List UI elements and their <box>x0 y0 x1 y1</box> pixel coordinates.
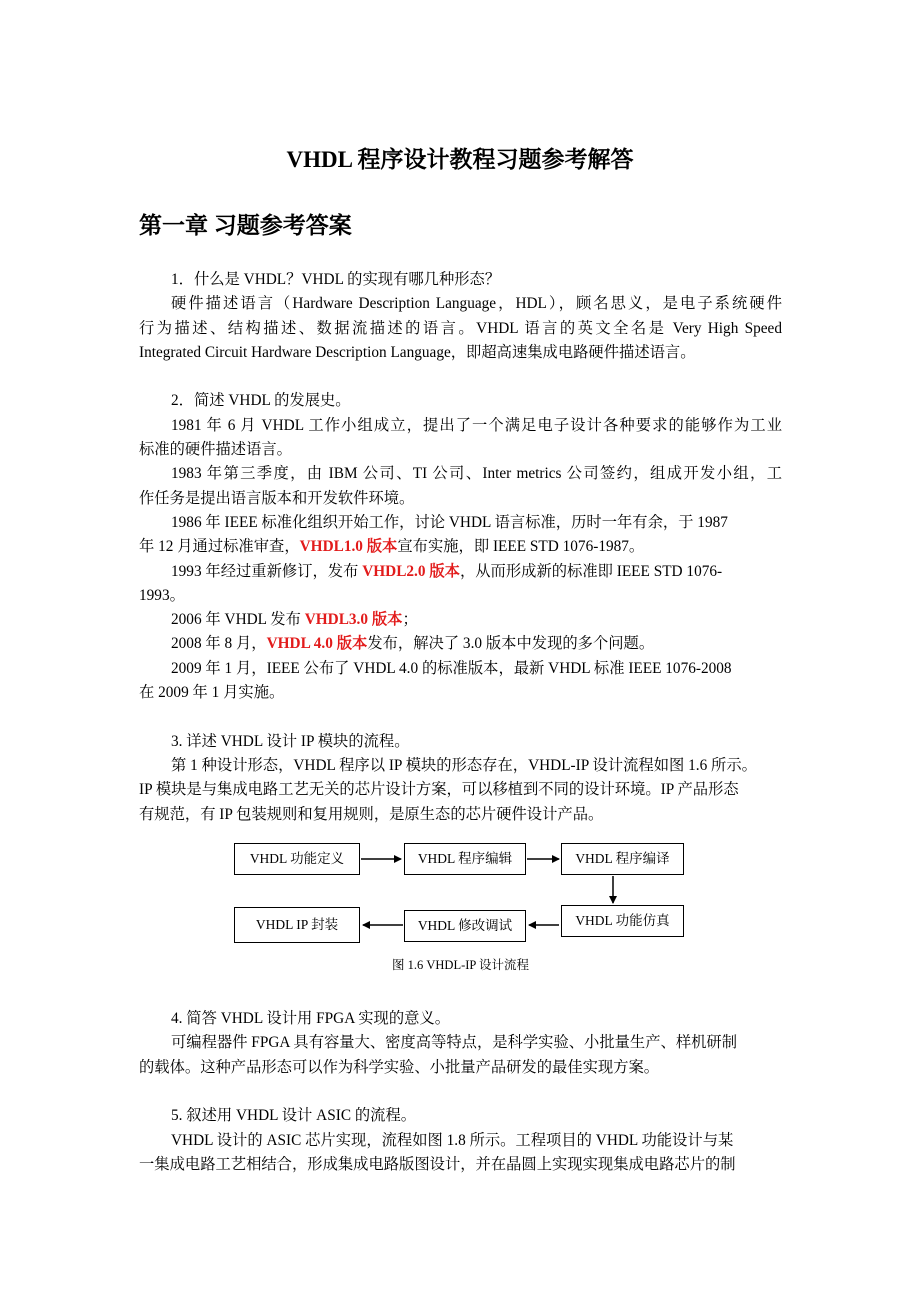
flow-step-compile: VHDL 程序编译 <box>561 843 684 875</box>
answer-3-line-2: IP 模块是与集成电路工艺无关的芯片设计方案，可以移植到不同的设计环境。IP 产品形态 <box>139 781 739 799</box>
history-1993-line-2: 1993。 <box>139 586 185 604</box>
history-1986-line-2: 年 12 月通过标准审查，VHDL1.0 版本宣布实施，即 IEEE STD 1076-1987。 <box>139 538 645 556</box>
answer-1-line-1: 硬件描述语言（Hardware Description Language，HDL），顾名思义，是电子系统硬件 <box>171 295 782 313</box>
history-1983-line-1: 1983 年第三季度，由 IBM 公司、TI 公司、Inter metrics 公司签约，组成开发小组，工 <box>171 465 782 483</box>
answer-3-line-1: 第 1 种设计形态，VHDL 程序以 IP 模块的形态存在，VHDL-IP 设计流程如图 1.6 所示。 <box>171 756 757 774</box>
answer-4-line-1: 可编程器件 FPGA 具有容量大、密度高等特点，是科学实验、小批量生产、样机研制 <box>171 1034 738 1052</box>
flow-step-edit: VHDL 程序编辑 <box>404 843 526 875</box>
answer-1-line-3: Integrated Circuit Hardware Description Language，即超高速集成电路硬件描述语言。 <box>139 343 696 361</box>
question-5: 5. 叙述用 VHDL 设计 ASIC 的流程。 <box>171 1107 417 1125</box>
history-1981-line-2: 标准的硬件描述语言。 <box>139 441 292 459</box>
version-3-highlight: VHDL3.0 版本 <box>304 611 403 629</box>
vhdl-ip-flow-diagram <box>139 835 782 983</box>
history-1993-line-1: 1993 年经过重新修订，发布 VHDL2.0 版本，从而形成新的标准即 IEEE STD 1076- <box>171 562 723 580</box>
answer-1-line-2: 行为描述、结构描述、数据流描述的语言。VHDL 语言的英文全名是 Very High Speed <box>139 319 782 337</box>
version-4-highlight: VHDL 4.0 版本 <box>266 635 368 653</box>
history-1981-line-1: 1981 年 6 月 VHDL 工作小组成立，提出了一个满足电子设计各种要求的能够作为工业 <box>171 416 782 434</box>
history-1986-line-1: 1986 年 IEEE 标准化组织开始工作，讨论 VHDL 语言标准，历时一年有余，于 1987 <box>171 513 728 531</box>
document-body <box>139 268 782 1177</box>
flow-step-simulate: VHDL 功能仿真 <box>561 905 684 937</box>
question-4: 4. 简答 VHDL 设计用 FPGA 实现的意义。 <box>171 1010 451 1028</box>
document-title: VHDL 程序设计教程习题参考解答 <box>286 147 634 172</box>
answer-5-line-1: VHDL 设计的 ASIC 芯片实现，流程如图 1.8 所示。工程项目的 VHDL 功能设计与某 <box>171 1131 734 1149</box>
version-2-highlight: VHDL2.0 版本 <box>362 562 460 580</box>
figure-caption: 图 1.6 VHDL-IP 设计流程 <box>391 957 530 972</box>
question-1: 1．什么是 VHDL？VHDL 的实现有哪几种形态？ <box>171 271 501 288</box>
history-1983-line-2: 作任务是提出语言版本和开发软件环境。 <box>139 489 415 507</box>
history-2008: 2008 年 8 月，VHDL 4.0 版本发布，解决了 3.0 版本中发现的多个问题。 <box>171 635 655 653</box>
version-1-highlight: VHDL1.0 版本 <box>299 538 398 556</box>
history-2006: 2006 年 VHDL 发布 VHDL3.0 版本； <box>171 611 418 629</box>
answer-3-line-3: 有规范，有 IP 包装规则和复用规则，是原生态的芯片硬件设计产品。 <box>139 805 604 823</box>
flow-step-define: VHDL 功能定义 <box>234 843 360 875</box>
chapter-heading: 第一章 习题参考答案 <box>139 213 352 238</box>
answer-4-line-2: 的载体。这种产品形态可以作为科学实验、小批量产品研发的最佳实现方案。 <box>139 1058 660 1076</box>
flow-step-debug: VHDL 修改调试 <box>404 910 526 942</box>
question-2: 2．简述 VHDL 的发展史。 <box>171 392 351 410</box>
history-2009-line-2: 在 2009 年 1 月实施。 <box>139 684 285 702</box>
history-2009-line-1: 2009 年 1 月，IEEE 公布了 VHDL 4.0 的标准版本，最新 VHDL 标准 IEEE 1076-2008 <box>171 659 732 677</box>
flow-step-package: VHDL IP 封装 <box>234 907 360 943</box>
answer-5-line-2: 一集成电路工艺相结合，形成集成电路版图设计，并在晶圆上实现实现集成电路芯片的制 <box>139 1155 736 1173</box>
question-3: 3. 详述 VHDL 设计 IP 模块的流程。 <box>171 732 410 750</box>
